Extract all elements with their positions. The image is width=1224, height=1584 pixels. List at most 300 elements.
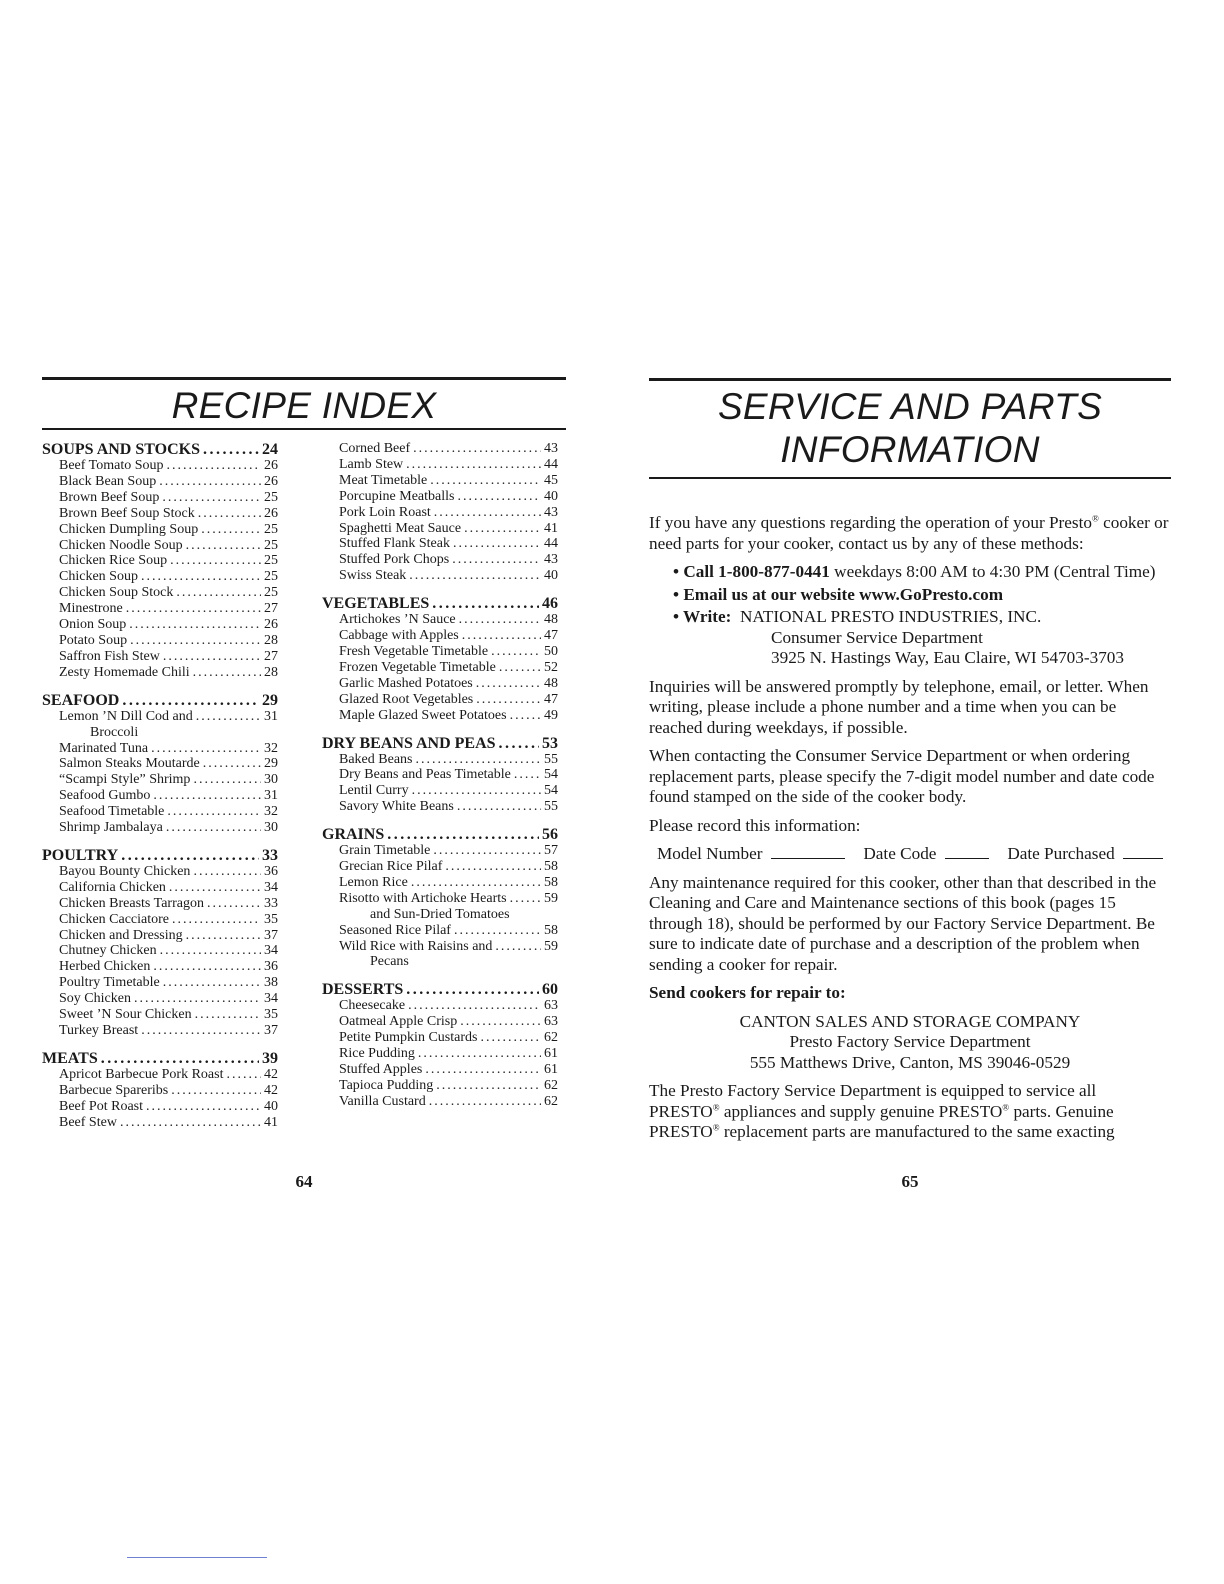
record-prompt: Please record this information: [649, 815, 861, 835]
leader-dots [141, 569, 261, 585]
index-entry [42, 1083, 278, 1099]
entry-name: Chicken and Dressing [59, 927, 183, 943]
index-section [322, 981, 558, 1109]
leader-dots [445, 859, 541, 875]
section-name: POULTRY [42, 846, 119, 864]
leader-dots [412, 783, 541, 799]
index-entry [322, 552, 558, 568]
entry-name: Meat Timetable [339, 472, 428, 488]
entry-name: Poultry Timetable [59, 975, 160, 991]
leader-dots [160, 943, 261, 959]
leader-dots [457, 799, 541, 815]
entry-page: 25 [264, 553, 278, 569]
top-rule [649, 378, 1171, 381]
index-entry [322, 521, 558, 537]
leader-dots [193, 665, 261, 681]
entry-name: Lemon ’N Dill Cod and [59, 708, 193, 724]
leader-dots [459, 612, 541, 628]
leader-dots [480, 1030, 541, 1046]
date-code-field: Date Code [863, 844, 988, 865]
section-page: 33 [262, 846, 278, 864]
model-number-field: Model Number [657, 844, 845, 865]
entry-name: Garlic Mashed Potatoes [339, 675, 473, 691]
entry-page: 32 [264, 740, 278, 756]
entry-page: 44 [544, 456, 558, 472]
entry-page: 40 [544, 488, 558, 504]
index-entry [322, 783, 558, 799]
entry-page: 49 [544, 707, 558, 723]
entry-page: 26 [264, 617, 278, 633]
entry-page: 32 [264, 804, 278, 820]
leader-dots [193, 772, 261, 788]
page-number: 64 [295, 1172, 313, 1191]
index-entry [322, 536, 558, 552]
entry-page: 25 [264, 537, 278, 553]
entry-page: 47 [544, 691, 558, 707]
index-entry [42, 522, 278, 538]
leader-dots [153, 788, 261, 804]
entry-continuation: and Sun-Dried Tomatoes [370, 906, 510, 922]
index-section-heading [42, 441, 278, 458]
leader-dots [460, 1014, 541, 1030]
entry-name: Chicken Cacciatore [59, 911, 170, 927]
leader-dots [121, 847, 259, 864]
service-body [649, 513, 1171, 1151]
page-title-line-1: SERVICE AND PARTS [717, 386, 1103, 427]
leader-dots [454, 923, 541, 939]
leader-dots [167, 804, 261, 820]
entry-name: Herbed Chicken [59, 959, 151, 975]
index-section-heading [322, 595, 558, 612]
entry-page: 40 [544, 568, 558, 584]
entry-page: 34 [264, 991, 278, 1007]
page-number: 65 [901, 1172, 919, 1191]
entry-page: 27 [264, 601, 278, 617]
index-entry [322, 457, 558, 473]
index-entry [42, 665, 278, 681]
entry-page: 44 [544, 536, 558, 552]
entry-page: 42 [264, 1066, 278, 1082]
entry-name: Sweet ’N Sour Chicken [59, 1007, 192, 1023]
entry-name: Maple Glazed Sweet Potatoes [339, 707, 507, 723]
page-title [649, 385, 1171, 471]
entry-name: Chutney Chicken [59, 943, 157, 959]
index-section-heading [322, 981, 558, 998]
index-section-heading [42, 847, 278, 864]
leader-dots [510, 708, 541, 724]
section-name: DRY BEANS AND PEAS [322, 734, 496, 752]
leader-dots [172, 912, 261, 928]
leader-dots [159, 474, 261, 490]
entry-name: Beef Tomato Soup [59, 458, 164, 473]
index-entry [42, 553, 278, 569]
section-page: 53 [542, 734, 558, 752]
section-name: VEGETABLES [322, 595, 430, 613]
entry-name: Marinated Tuna [59, 740, 149, 756]
leader-dots [169, 880, 261, 896]
section-name: MEATS [42, 1049, 98, 1067]
title-underline [42, 428, 566, 430]
entry-name: Beef Pot Roast [59, 1098, 143, 1114]
leader-dots [433, 843, 541, 859]
leader-dots [434, 505, 541, 521]
index-entry [42, 756, 278, 772]
entry-page: 41 [264, 1114, 278, 1130]
entry-name: Shrimp Jambalaya [59, 820, 163, 836]
index-entry [322, 923, 558, 939]
index-entry [42, 474, 278, 490]
index-entry [42, 741, 278, 757]
entry-page: 25 [264, 585, 278, 601]
leader-dots [130, 633, 261, 649]
index-entry [42, 788, 278, 804]
index-entry [42, 601, 278, 617]
entry-name: Tapioca Pudding [339, 1077, 434, 1093]
entry-page: 63 [544, 1014, 558, 1030]
index-entry [322, 799, 558, 815]
entry-name: Pork Loin Roast [339, 504, 431, 520]
repair-address-line: 555 Matthews Drive, Canton, MS 39046-0529 [749, 1052, 1071, 1072]
entry-name: Barbecue Spareribs [59, 1082, 169, 1098]
entry-name: Lentil Curry [339, 783, 409, 799]
entry-page: 26 [264, 473, 278, 489]
leader-dots [430, 473, 541, 489]
index-entry [322, 644, 558, 660]
entry-page: 41 [544, 520, 558, 536]
index-entry [322, 1014, 558, 1030]
leader-dots [207, 896, 261, 912]
section-page: 46 [542, 595, 558, 613]
entry-name: Brown Beef Soup Stock [59, 505, 195, 521]
entry-name: Saffron Fish Stew [59, 648, 160, 664]
index-entry [322, 612, 558, 628]
leader-dots [418, 1046, 541, 1062]
entry-name: Potato Soup [59, 632, 128, 648]
entry-name: Stuffed Flank Steak [339, 536, 450, 552]
entry-name: Chicken Rice Soup [59, 553, 168, 569]
leader-dots [193, 864, 261, 880]
entry-page: 29 [264, 756, 278, 772]
entry-name: Black Bean Soup [59, 473, 157, 489]
entry-page: 25 [264, 569, 278, 585]
section-page: 60 [542, 981, 558, 999]
leader-dots [429, 1094, 541, 1110]
leader-dots [476, 676, 541, 692]
entry-name: Seafood Gumbo [59, 788, 151, 804]
entry-name: Baked Beans [339, 751, 413, 767]
index-section-heading [322, 826, 558, 843]
entry-page: 54 [544, 767, 558, 783]
index-entry [322, 473, 558, 489]
entry-page: 40 [264, 1098, 278, 1114]
leader-dots [196, 709, 261, 725]
index-entry [42, 943, 278, 959]
index-entry [322, 939, 558, 955]
leader-dots [387, 826, 539, 843]
index-entry [322, 1078, 558, 1094]
leader-dots [163, 649, 261, 665]
index-entry [42, 569, 278, 585]
index-entry [322, 489, 558, 505]
leader-dots [499, 660, 541, 676]
index-entry [322, 1062, 558, 1078]
entry-page: 25 [264, 521, 278, 537]
leader-dots [195, 1007, 261, 1023]
entry-name: Glazed Root Vegetables [339, 691, 474, 707]
section-page: 29 [262, 691, 278, 709]
write-address-line: 3925 N. Hastings Way, Eau Claire, WI 54703-3703 [771, 648, 1124, 667]
leader-dots [457, 489, 541, 505]
index-section-heading [42, 692, 278, 709]
entry-page: 34 [264, 879, 278, 895]
leader-dots [226, 1067, 261, 1083]
index-entry [322, 628, 558, 644]
footer-link-underline[interactable] [127, 1557, 267, 1558]
entry-name: Turkey Breast [59, 1023, 139, 1038]
entry-page: 52 [544, 659, 558, 675]
record-fields [649, 844, 1171, 865]
index-entry [42, 820, 278, 836]
entry-continuation: Broccoli [90, 724, 139, 740]
leader-dots [141, 1023, 261, 1039]
entry-page: 43 [544, 441, 558, 456]
entry-page: 33 [264, 895, 278, 911]
entry-page: 48 [544, 612, 558, 628]
index-entry [322, 1046, 558, 1062]
entry-page: 63 [544, 998, 558, 1014]
leader-dots [411, 875, 541, 891]
entry-name: Minestrone [59, 601, 123, 617]
entry-page: 42 [264, 1082, 278, 1098]
leader-dots [476, 692, 541, 708]
leader-dots [425, 1062, 541, 1078]
leader-dots [495, 939, 541, 955]
contact-methods [649, 562, 1171, 669]
index-column-a [42, 441, 278, 1142]
index-section [42, 1050, 278, 1131]
leader-dots [101, 1050, 259, 1067]
index-section [42, 692, 278, 836]
entry-name: Chicken Soup [59, 569, 138, 585]
entry-name: Risotto with Artichoke Hearts [339, 890, 507, 906]
index-entry [42, 458, 278, 474]
entry-name: Cabbage with Apples [339, 628, 459, 644]
entry-name: Stuffed Apples [339, 1062, 423, 1077]
entry-continuation: Pecans [370, 954, 409, 970]
index-entry [322, 767, 558, 783]
entry-page: 28 [264, 664, 278, 680]
index-section [322, 826, 558, 970]
entry-page: 43 [544, 552, 558, 568]
entry-name: Frozen Vegetable Timetable [339, 659, 496, 675]
entry-name: Beef Stew [59, 1114, 117, 1130]
repair-address [649, 1012, 1171, 1074]
entry-name: Apricot Barbecue Pork Roast [59, 1066, 224, 1082]
index-entry [322, 505, 558, 521]
leader-dots [203, 756, 261, 772]
index-entry [42, 490, 278, 506]
entry-name: Chicken Soup Stock [59, 585, 174, 601]
inquiries-paragraph: Inquiries will be answered promptly by telephone, email, or letter. When writing, please include a phone number and a time when you can be reached during weekdays, if possible. [649, 676, 1149, 737]
index-entry [42, 896, 278, 912]
entry-page: 25 [264, 489, 278, 505]
contact-email: • Email us at our website www.GoPresto.com [673, 584, 1004, 604]
entry-page: 38 [264, 975, 278, 991]
entry-page: 48 [544, 675, 558, 691]
entry-name: Petite Pumpkin Custards [339, 1030, 478, 1046]
repair-address-line: Presto Factory Service Department [789, 1032, 1031, 1051]
entry-name: California Chicken [59, 879, 166, 895]
index-entry [42, 928, 278, 944]
entry-page: 37 [264, 927, 278, 943]
leader-dots [432, 595, 539, 612]
entry-name: “Scampi Style” Shrimp [59, 772, 191, 788]
entry-name: Onion Soup [59, 617, 127, 633]
index-entry [42, 912, 278, 928]
leader-dots [166, 820, 261, 836]
index-entry [322, 692, 558, 708]
index-entry [42, 617, 278, 633]
leader-dots [415, 752, 541, 768]
section-name: SOUPS AND STOCKS [42, 441, 200, 458]
contact-write: • Write: NATIONAL PRESTO INDUSTRIES, INC. Consumer Service Department 3925 N. Hastings Way, Eau Claire, WI 54703-3703 [649, 607, 1171, 669]
index-entry [322, 891, 558, 907]
index-entry [322, 708, 558, 724]
entry-name: Artichokes ’N Sauce [339, 612, 456, 628]
leader-dots [170, 553, 261, 569]
leader-dots [510, 891, 541, 907]
date-purchased-field: Date Purchased [1007, 844, 1163, 865]
leader-dots [162, 490, 261, 506]
leader-dots [514, 767, 541, 783]
entry-name: Spaghetti Meat Sauce [339, 520, 462, 536]
entry-name: Swiss Steak [339, 568, 407, 584]
index-entry [42, 864, 278, 880]
index-entry [322, 859, 558, 875]
entry-page: 35 [264, 911, 278, 927]
send-heading: Send cookers for repair to: [649, 983, 846, 1002]
index-entry [42, 991, 278, 1007]
entry-name: Vanilla Custard [339, 1093, 426, 1109]
contacting-paragraph: When contacting the Consumer Service Department or when ordering replacement parts, please specify the 7-digit model number and date code found stamped on the side of the cooker body. [649, 746, 1155, 806]
entry-name: Porcupine Meatballs [339, 488, 455, 504]
leader-dots [167, 458, 261, 474]
section-name: SEAFOOD [42, 691, 120, 709]
contact-call: • Call 1-800-877-0441 weekdays 8:00 AM to 4:30 PM (Central Time) [673, 562, 1156, 581]
leader-dots [452, 552, 541, 568]
leader-dots [122, 692, 259, 709]
entry-name: Savory White Beans [339, 799, 454, 815]
entry-name: Salmon Steaks Moutarde [59, 756, 200, 772]
index-entry [322, 676, 558, 692]
leader-dots [462, 628, 541, 644]
index-section [322, 441, 558, 584]
leader-dots [134, 991, 261, 1007]
index-entry [322, 875, 558, 891]
leader-dots [436, 1078, 541, 1094]
leader-dots [491, 644, 541, 660]
entry-name: Rice Pudding [339, 1046, 415, 1062]
leader-dots [198, 506, 261, 522]
repair-address-line: CANTON SALES AND STORAGE COMPANY [739, 1011, 1081, 1031]
entry-page: 28 [264, 632, 278, 648]
index-section [42, 441, 278, 681]
entry-page: 62 [544, 1030, 558, 1046]
entry-page: 47 [544, 628, 558, 644]
entry-name: Chicken Breasts Tarragon [59, 895, 204, 911]
entry-page: 61 [544, 1062, 558, 1077]
top-rule [42, 377, 566, 380]
index-entry [322, 568, 558, 584]
entry-page: 58 [544, 874, 558, 890]
entry-page: 45 [544, 472, 558, 488]
entry-name: Bayou Bounty Chicken [59, 863, 191, 879]
entry-name: Lamb Stew [339, 456, 404, 472]
entry-page: 37 [264, 1023, 278, 1038]
index-entry [322, 752, 558, 768]
entry-name: Zesty Homemade Chili [59, 664, 190, 680]
entry-page: 35 [264, 1007, 278, 1023]
leader-dots [151, 741, 261, 757]
leader-dots [408, 998, 541, 1014]
intro-paragraph: If you have any questions regarding the operation of your Presto® cooker or need parts for your cooker, contact us by any of these methods: [649, 513, 1169, 553]
leader-dots [453, 536, 541, 552]
section-page: 56 [542, 826, 558, 844]
index-entry [42, 585, 278, 601]
index-entry [42, 1099, 278, 1115]
leader-dots [406, 981, 539, 998]
leader-dots [126, 601, 261, 617]
entry-name: Seafood Timetable [59, 804, 165, 820]
leader-dots [129, 617, 261, 633]
index-entry [322, 1094, 558, 1110]
index-entry [322, 660, 558, 676]
entry-page: 59 [544, 938, 558, 954]
leader-dots [146, 1099, 261, 1115]
entry-page: 55 [544, 799, 558, 815]
entry-page: 43 [544, 504, 558, 520]
index-section-heading [42, 1050, 278, 1067]
entry-page: 36 [264, 959, 278, 975]
entry-name: Cheesecake [339, 998, 406, 1014]
index-entry [322, 441, 558, 457]
leader-dots [499, 735, 539, 752]
section-name: GRAINS [322, 826, 385, 844]
index-entry [42, 804, 278, 820]
entry-name: Grain Timetable [339, 843, 431, 859]
index-entry [42, 1023, 278, 1039]
section-page: 39 [262, 1049, 278, 1067]
page-title-line-2: INFORMATION [780, 429, 1040, 470]
entry-page: 31 [264, 788, 278, 804]
entry-name: Oatmeal Apple Crisp [339, 1014, 458, 1030]
index-section [322, 735, 558, 816]
entry-name: Stuffed Pork Chops [339, 552, 450, 568]
index-section [42, 847, 278, 1039]
index-entry [42, 1115, 278, 1131]
leader-dots [171, 1083, 261, 1099]
entry-page: 58 [544, 922, 558, 938]
entry-name: Wild Rice with Raisins and [339, 938, 493, 954]
index-section [322, 595, 558, 723]
leader-dots [176, 585, 261, 601]
leader-dots [406, 457, 541, 473]
leader-dots [186, 928, 261, 944]
entry-page: 62 [544, 1077, 558, 1093]
index-entry [42, 538, 278, 554]
index-entry [42, 1067, 278, 1083]
index-section-heading [322, 735, 558, 752]
